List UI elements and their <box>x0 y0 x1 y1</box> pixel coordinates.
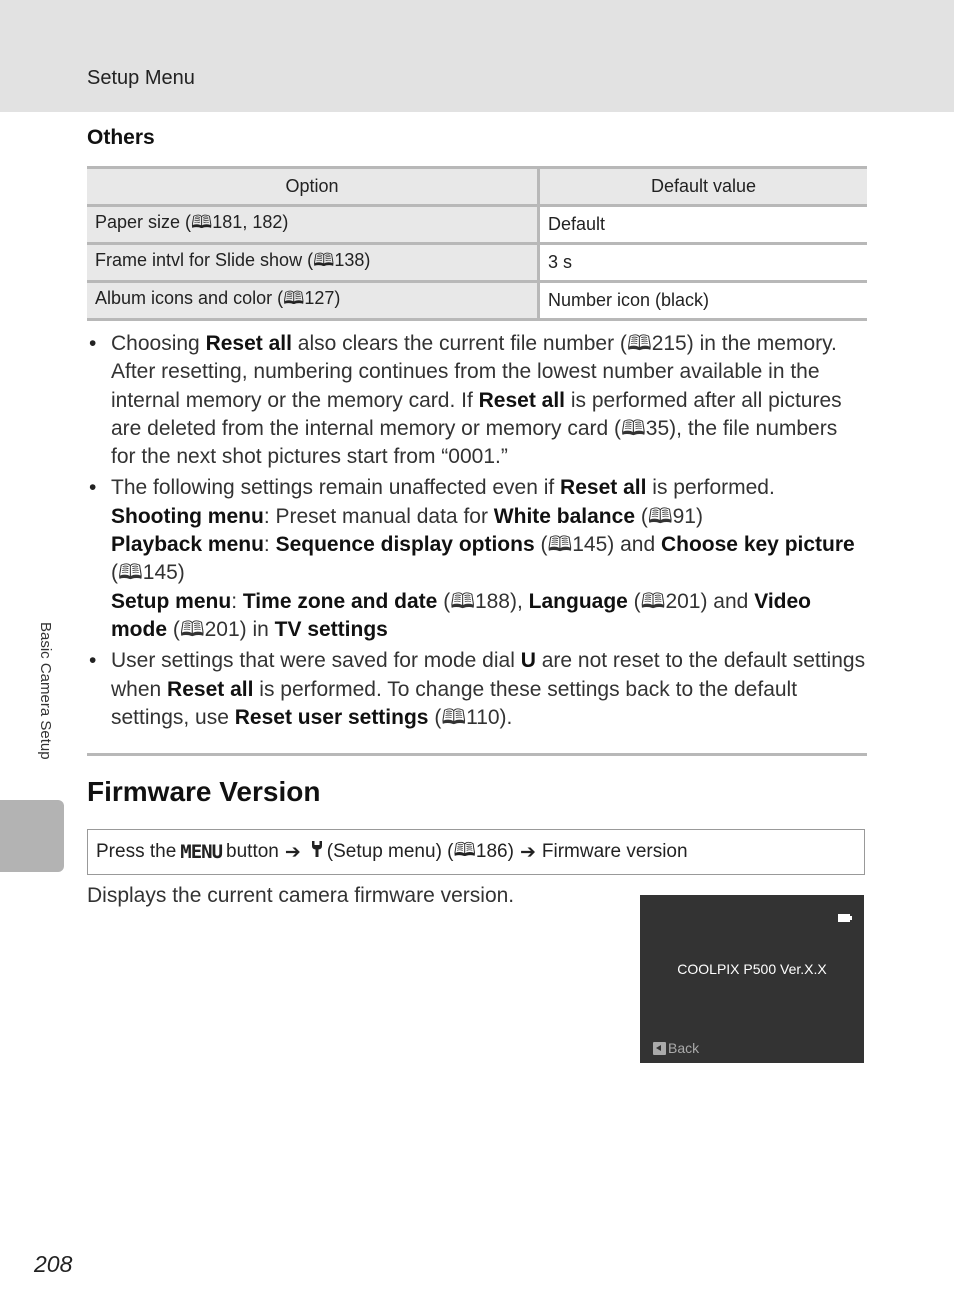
battery-icon <box>838 914 850 922</box>
book-icon: 🕮 <box>640 589 666 613</box>
firmware-version-text: COOLPIX P500 Ver.X.X <box>677 961 827 977</box>
side-tab-label: Basic Camera Setup <box>37 622 54 760</box>
menu-path-box: Press the MENU button ➔ (Setup menu) ( 🕮 186) ➔ Firmware version <box>87 829 865 875</box>
section-divider <box>87 753 867 756</box>
book-icon: 🕮 <box>547 533 573 557</box>
value-cell: Default <box>539 206 868 244</box>
wrench-icon <box>311 840 323 864</box>
note-user-settings: • User settings that were saved for mode dial U are not reset to the default settings when Reset all is performed. To change these settings back to the default settings, use Reset user settings (🕮110). <box>87 647 867 732</box>
note-unaffected-settings: • The following settings remain unaffected even if Reset all is performed. Shooting menu: Preset manual data for White balance (🕮91) Playback menu: Sequence display options (🕮145) and Choose key picture (🕮145) Setup menu: Time zone and date (🕮188), Language (🕮201) and Video mode (🕮201) in TV settings <box>87 474 867 644</box>
table-header-row <box>87 168 867 206</box>
header-title: Setup Menu <box>87 67 195 89</box>
page-number: 208 <box>34 1251 73 1277</box>
camera-screen <box>640 895 864 1063</box>
book-icon: 🕮 <box>283 287 305 308</box>
column-header-default: Default value <box>539 168 868 206</box>
arrow-right-icon: ➔ <box>284 841 301 863</box>
table-row <box>87 282 867 320</box>
option-cell: Album icons and color (🕮127) <box>87 282 539 320</box>
back-control: Back <box>653 1040 699 1056</box>
book-icon: 🕮 <box>453 840 476 861</box>
book-icon: 🕮 <box>450 589 475 613</box>
book-icon: 🕮 <box>118 561 143 585</box>
book-icon: 🕮 <box>191 211 213 232</box>
book-icon: 🕮 <box>626 332 652 355</box>
book-icon: 🕮 <box>313 249 335 270</box>
menu-button-icon: MENU <box>180 841 223 863</box>
value-cell: 3 s <box>539 244 868 282</box>
arrow-right-icon: ➔ <box>519 841 536 863</box>
book-icon: 🕮 <box>441 705 467 729</box>
option-cell: Paper size (🕮181, 182) <box>87 206 539 244</box>
book-icon: 🕮 <box>621 416 646 440</box>
mode-dial-u-icon: U <box>520 649 536 673</box>
value-cell: Number icon (black) <box>539 282 868 320</box>
defaults-table <box>87 166 867 321</box>
firmware-heading: Firmware Version <box>87 776 321 807</box>
table-row <box>87 206 867 244</box>
table-row <box>87 244 867 282</box>
firmware-description: Displays the current camera firmware version. <box>87 884 515 907</box>
back-icon <box>653 1042 666 1055</box>
side-tab <box>0 800 64 872</box>
note-reset-file-number: • Choosing Reset all also clears the current file number (🕮215) in the memory. After resetting, numbering continues from the lowest number available in the internal memory or the memory card. If Reset all is performed after all pictures are deleted from the internal memory or memory card (🕮35), the file numbers for the next shot pictures start from “0001.” <box>87 330 867 471</box>
book-icon: 🕮 <box>647 504 673 528</box>
book-icon: 🕮 <box>179 617 205 641</box>
column-header-option: Option <box>87 168 539 206</box>
option-cell: Frame intvl for Slide show (🕮138) <box>87 244 539 282</box>
notes-list <box>87 330 867 735</box>
others-heading: Others <box>87 126 155 149</box>
header-band <box>0 0 954 112</box>
